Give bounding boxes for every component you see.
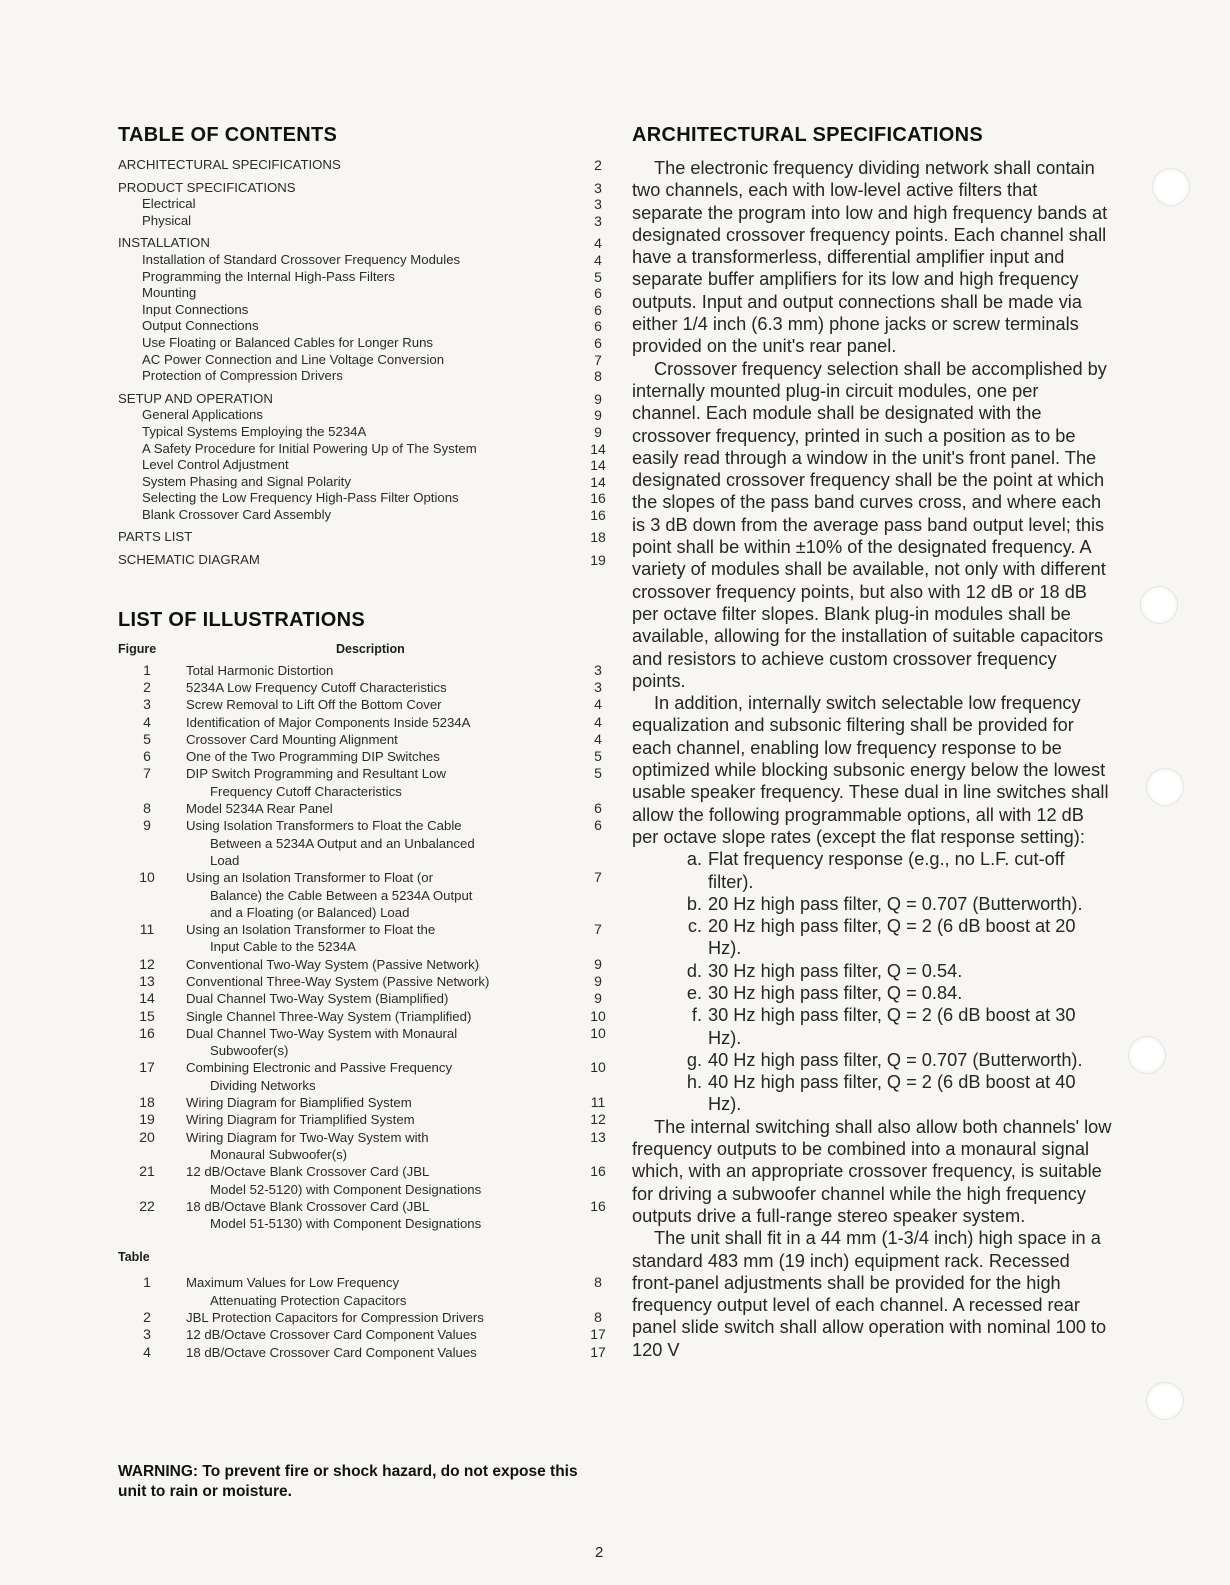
illustration-row: [118, 921, 608, 956]
figure-header: Figure: [118, 641, 157, 656]
toc-entry-page: 6: [594, 285, 602, 302]
option-text: 20 Hz high pass filter, Q = 0.707 (Butterworth).: [708, 893, 1083, 914]
toc-entry: [118, 441, 608, 458]
paragraph: In addition, internally switch selectable low frequency equalization and subsonic filtering shall be provided for each channel, enabling low frequency response to be optimized while blocking subsonic energy below the lowest usable speaker frequency. These dual in line switches shall allow the following programmable options, all with 12 dB per octave slope rates (except the flat response setting):: [632, 693, 1109, 847]
toc-entry: [118, 552, 608, 569]
item-description-continued: Balance) the Cable Between a 5234A Output and a Floating (or Balanced) Load: [210, 887, 473, 920]
item-description: [176, 869, 588, 921]
illustration-row: [118, 990, 608, 1007]
item-description: [176, 731, 588, 748]
item-page: 8: [594, 1309, 602, 1326]
item-page: 3: [594, 678, 602, 695]
toc-entry-page: 6: [594, 334, 602, 351]
item-description-continued: Attenuating Protection Capacitors: [210, 1292, 407, 1308]
toc-entry: [118, 235, 608, 252]
item-description: [176, 1163, 588, 1198]
item-page: 9: [594, 973, 602, 989]
item-number: 3: [143, 1326, 151, 1343]
page-number: 2: [595, 1544, 604, 1561]
item-page: 16: [590, 1197, 606, 1214]
binder-hole: [1146, 768, 1184, 806]
toc-entry: [118, 335, 608, 352]
toc-entry-page: 9: [594, 390, 602, 407]
illustration-row: [118, 765, 608, 800]
toc-entry: [118, 302, 608, 319]
item-description-continued: Input Cable to the 5234A: [210, 939, 356, 955]
paragraph: Crossover frequency selection shall be accomplished by internally mounted plug-in circuit modules, one per channel. Each module shall be designated with the crossover frequency, printed in such a position as to be easily read through a window in the unit's front panel. The designated crossover frequency shall be the point at which the slopes of the pass band curves cross, and where each is 3 dB down from the average pass band output level; this point shall be within ±10% of the designated frequency. A variety of modules shall be available, not only with different crossover frequency points, but also with 12 dB or 18 dB per octave filter slopes. Blank plug-in modules shall be available, allowing for the installation of suitable capacitors and resistors to achieve custom crossover frequency points.: [632, 358, 1107, 691]
illustration-row: [118, 1129, 608, 1164]
item-number: 15: [139, 1007, 155, 1024]
item-page: 6: [594, 817, 602, 834]
toc-title: TABLE OF CONTENTS: [118, 124, 338, 146]
item-description-line: Model 5234A Rear Panel: [186, 801, 333, 817]
item-page: 11: [590, 1094, 606, 1111]
toc-entry-page: 9: [594, 407, 602, 424]
toc-entry-page: 16: [590, 506, 606, 523]
item-description-line: Dual Channel Two-Way System (Biamplified): [186, 991, 449, 1007]
option-text: 30 Hz high pass filter, Q = 2 (6 dB boost at 30 Hz).: [708, 1005, 1076, 1048]
toc-entry-title: ARCHITECTURAL SPECIFICATIONS: [118, 157, 341, 172]
paragraph: The electronic frequency dividing network shall contain two channels, each with low-level active filters that separate the program into low and high frequency bands at designated crossover frequency points. Each channel shall have a transformerless, differential amplifier input and separate buffer amplifiers for its low and high frequency outputs. Input and output connections shall be made via either 1/4 inch (6.3 mm) phone jacks or screw terminals provided on the unit's rear panel.: [632, 158, 1108, 357]
toc-entry-title: Use Floating or Balanced Cables for Longer Runs: [142, 334, 434, 350]
item-description: [176, 1025, 588, 1060]
toc-entry: [118, 457, 608, 474]
table-header: Table: [118, 1250, 150, 1265]
item-number: 12: [139, 955, 155, 972]
item-number: 20: [139, 1128, 155, 1145]
toc-entry-page: 5: [594, 268, 602, 285]
toc-entry-title: Input Connections: [142, 301, 249, 317]
toc-entry-page: 6: [594, 318, 602, 335]
toc-entry-title: System Phasing and Signal Polarity: [142, 473, 351, 489]
item-description: [176, 765, 588, 800]
toc-entry-page: 16: [590, 490, 606, 507]
item-description-line: JBL Protection Capacitors for Compression Drivers: [186, 1310, 484, 1326]
illustration-row: [118, 1344, 608, 1361]
toc-entry-title: General Applications: [142, 407, 263, 423]
toc-entry-title: Installation of Standard Crossover Frequency Modules: [142, 251, 461, 267]
item-description-line: Single Channel Three-Way System (Triamplified): [186, 1008, 472, 1024]
item-description-line: Dual Channel Two-Way System with Monaural: [186, 1025, 458, 1041]
item-description: [176, 1326, 588, 1343]
item-description-continued: Monaural Subwoofer(s): [210, 1146, 348, 1162]
toc-entry: [118, 474, 608, 491]
option-text: 40 Hz high pass filter, Q = 2 (6 dB boost at 40 Hz).: [708, 1072, 1076, 1115]
filter-option: [632, 1004, 1112, 1049]
toc-entry-page: 2: [594, 157, 602, 173]
toc-entry-page: 8: [594, 368, 602, 385]
item-description-line: Using an Isolation Transformer to Float the: [186, 922, 436, 938]
illustration-row: [118, 1094, 608, 1111]
item-page: 4: [594, 730, 602, 747]
toc-entry-title: Programming the Internal High-Pass Filters: [142, 268, 395, 284]
toc-entry: [118, 318, 608, 335]
filter-option: [632, 915, 1112, 960]
item-description: [176, 748, 588, 765]
item-page: 7: [594, 921, 602, 938]
item-number: 7: [143, 765, 151, 782]
item-description-line: Wiring Diagram for Two-Way System with: [186, 1129, 429, 1145]
toc-entry: [118, 529, 608, 546]
item-description-line: Screw Removal to Lift Off the Bottom Cover: [186, 697, 442, 713]
illustration-row: [118, 731, 608, 748]
item-number: 5: [143, 730, 151, 747]
item-description: [176, 1129, 588, 1164]
item-description: [176, 1094, 588, 1111]
item-number: 10: [139, 869, 155, 886]
toc-entry-page: 3: [594, 196, 602, 213]
illustration-row: [118, 1111, 608, 1128]
toc-entry-title: Typical Systems Employing the 5234A: [142, 423, 367, 439]
item-page: 5: [594, 765, 602, 782]
toc-entry-title: Electrical: [142, 196, 196, 212]
filter-option: [632, 1071, 1112, 1116]
item-number: 2: [143, 1309, 151, 1326]
item-number: 8: [143, 800, 151, 817]
toc-entry-title: SCHEMATIC DIAGRAM: [118, 552, 260, 568]
illustration-row: [118, 817, 608, 869]
option-text: 40 Hz high pass filter, Q = 0.707 (Butterworth).: [708, 1049, 1083, 1070]
item-description: [176, 1198, 588, 1233]
toc-entry-page: 3: [594, 212, 602, 229]
item-page: 17: [590, 1343, 606, 1360]
illustration-row: [118, 1163, 608, 1198]
toc-entry-page: 19: [590, 552, 606, 569]
item-description-line: Conventional Two-Way System (Passive Network): [186, 956, 480, 972]
toc-entry: [118, 352, 608, 369]
paragraph: The internal switching shall also allow both channels' low frequency outputs to be combined into a monaural signal which, with an appropriate crossover frequency, is suitable for driving a subwoofer channel while the high frequency outputs drive a full-range stereo speaker system.: [632, 1116, 1112, 1226]
toc-entry-page: 14: [590, 457, 606, 474]
item-number: 1: [143, 1274, 151, 1291]
figure-list: [118, 662, 608, 1233]
item-number: 4: [143, 713, 151, 730]
list-of-illustrations: [118, 609, 608, 1361]
toc-entry-title: SETUP AND OPERATION: [118, 390, 273, 406]
item-description: [176, 817, 588, 869]
toc-entry-title: Blank Crossover Card Assembly: [142, 506, 332, 522]
item-description: [176, 973, 588, 990]
item-number: 4: [143, 1343, 151, 1360]
illustration-row: [118, 1274, 608, 1309]
illustration-row: [118, 1326, 608, 1343]
item-description-line: Using Isolation Transformers to Float the Cable: [186, 818, 462, 834]
toc-entry-title: INSTALLATION: [118, 235, 210, 251]
item-description: [176, 1059, 588, 1094]
figure-column-headers: [118, 642, 608, 656]
filter-option: [632, 1049, 1112, 1071]
item-number: 13: [139, 973, 155, 989]
toc-entry: [118, 368, 608, 385]
toc-entry: [118, 424, 608, 441]
item-description-continued: Model 51-5130) with Component Designations: [210, 1216, 482, 1232]
toc-entry-page: 18: [590, 529, 606, 546]
item-description-line: Combining Electronic and Passive Frequency: [186, 1060, 453, 1076]
illustration-row: [118, 1198, 608, 1233]
item-description-line: Crossover Card Mounting Alignment: [186, 731, 398, 747]
item-description-line: 12 dB/Octave Blank Crossover Card (JBL: [186, 1164, 430, 1180]
item-number: 16: [139, 1024, 155, 1041]
illustration-row: [118, 1059, 608, 1094]
item-number: 3: [143, 696, 151, 713]
toc-entry: [118, 157, 608, 174]
option-letter: f.: [691, 1005, 702, 1026]
illustration-row: [118, 973, 608, 990]
option-text: 30 Hz high pass filter, Q = 0.54.: [708, 960, 963, 981]
option-letter: c.: [687, 916, 702, 937]
item-page: 6: [594, 800, 602, 817]
toc-list: [118, 157, 608, 569]
item-description-continued: Model 52-5120) with Component Designations: [210, 1181, 482, 1197]
illustration-row: [118, 869, 608, 921]
illustrations-title: LIST OF ILLUSTRATIONS: [118, 608, 366, 631]
item-number: 17: [139, 1059, 155, 1076]
toc-entry: [118, 213, 608, 230]
toc-entry-title: A Safety Procedure for Initial Powering Up of The System: [142, 440, 477, 456]
item-number: 9: [143, 817, 151, 834]
toc-entry-title: Protection of Compression Drivers: [142, 368, 343, 384]
toc-entry: [118, 269, 608, 286]
item-page: 4: [594, 713, 602, 730]
toc-entry-title: PRODUCT SPECIFICATIONS: [118, 179, 296, 195]
binder-hole: [1128, 1036, 1166, 1074]
left-column: [118, 124, 608, 1361]
toc-entry: [118, 490, 608, 507]
table-list: [118, 1274, 608, 1360]
description-header: Description: [336, 641, 405, 656]
item-page: 8: [594, 1274, 602, 1291]
item-description-line: Identification of Major Components Inside 5234A: [186, 714, 471, 730]
item-description-continued: Subwoofer(s): [210, 1043, 289, 1059]
item-description-line: 5234A Low Frequency Cutoff Characteristics: [186, 679, 447, 695]
option-letter: b.: [686, 893, 702, 914]
filter-option: [632, 848, 1112, 893]
toc-entry: [118, 196, 608, 213]
item-description-line: Maximum Values for Low Frequency: [186, 1275, 400, 1291]
item-page: 13: [590, 1128, 606, 1145]
architectural-title: ARCHITECTURAL SPECIFICATIONS: [632, 124, 983, 146]
item-page: 4: [594, 696, 602, 713]
item-number: 18: [139, 1094, 155, 1111]
item-number: 21: [139, 1163, 155, 1180]
toc-entry-page: 4: [594, 251, 602, 268]
item-description: [176, 696, 588, 713]
item-description: [176, 1008, 588, 1025]
item-number: 6: [143, 748, 151, 765]
item-description-line: Conventional Three-Way System (Passive Network): [186, 974, 490, 989]
toc-entry-page: 4: [594, 235, 602, 252]
illustration-row: [118, 714, 608, 731]
item-description-continued: Between a 5234A Output and an Unbalanced Load: [210, 835, 475, 868]
toc-entry-page: 3: [594, 179, 602, 196]
item-description-line: Using an Isolation Transformer to Float (or: [186, 870, 434, 886]
option-letter: h.: [686, 1072, 702, 1093]
paragraph: The unit shall fit in a 44 mm (1-3/4 inch) high space in a standard 483 mm (19 inch) equipment rack. Recessed front-panel adjustments shall be provided for the high frequency output level of each channel. A recessed rear panel slide switch shall allow operation with nominal 100 to 120 V: [632, 1228, 1107, 1360]
illustration-row: [118, 800, 608, 817]
illustration-row: [118, 1008, 608, 1025]
toc-entry-title: AC Power Connection and Line Voltage Conversion: [142, 351, 445, 367]
item-page: 10: [590, 1024, 606, 1041]
option-letter: a.: [686, 849, 702, 870]
item-page: 5: [594, 748, 602, 765]
item-description-line: 18 dB/Octave Crossover Card Component Values: [186, 1344, 477, 1360]
warning-notice: WARNING: To prevent fire or shock hazard, do not expose this unit to rain or moisture.: [118, 1463, 578, 1500]
filter-option: [632, 960, 1112, 982]
item-description: [176, 1309, 588, 1326]
toc-entry-page: 14: [590, 440, 606, 457]
item-description: [176, 990, 588, 1007]
item-page: 9: [594, 990, 602, 1007]
illustration-row: [118, 662, 608, 679]
item-description-line: DIP Switch Programming and Resultant Low: [186, 766, 446, 782]
toc-entry: [118, 507, 608, 524]
item-description: [176, 714, 588, 731]
illustration-row: [118, 696, 608, 713]
toc-entry-title: Level Control Adjustment: [142, 457, 289, 473]
item-page: 9: [594, 955, 602, 972]
item-description: [176, 662, 588, 679]
toc-entry: [118, 407, 608, 424]
option-letter: e.: [686, 982, 702, 1003]
item-page: 3: [594, 661, 602, 678]
item-number: 11: [139, 921, 155, 938]
architectural-body: [632, 157, 1112, 1361]
right-column: [632, 124, 1112, 1361]
item-description-line: Wiring Diagram for Triamplified System: [186, 1112, 415, 1128]
option-text: 30 Hz high pass filter, Q = 0.84.: [708, 982, 963, 1003]
toc-entry: [118, 391, 608, 408]
option-text: 20 Hz high pass filter, Q = 2 (6 dB boost at 20 Hz).: [708, 916, 1076, 959]
option-letter: g.: [686, 1049, 702, 1070]
item-description-line: Total Harmonic Distortion: [186, 662, 334, 678]
toc-entry-page: 6: [594, 301, 602, 318]
toc-entry-title: Mounting: [142, 285, 197, 301]
binder-hole: [1140, 586, 1178, 624]
item-description: [176, 1274, 588, 1309]
item-description-line: 18 dB/Octave Blank Crossover Card (JBL: [186, 1198, 430, 1214]
toc-entry-page: 7: [594, 351, 602, 368]
item-description-line: 12 dB/Octave Crossover Card Component Values: [186, 1327, 477, 1343]
item-description: [176, 800, 588, 817]
filter-options-list: [632, 848, 1112, 1116]
illustration-row: [118, 679, 608, 696]
item-description: [176, 921, 588, 956]
option-letter: d.: [686, 960, 702, 981]
binder-hole: [1146, 1382, 1184, 1420]
item-description: [176, 1111, 588, 1128]
item-description-continued: Dividing Networks: [210, 1077, 316, 1093]
item-page: 16: [590, 1163, 606, 1180]
toc-entry: [118, 252, 608, 269]
toc-entry-title: Output Connections: [142, 318, 259, 334]
illustration-row: [118, 1309, 608, 1326]
item-number: 22: [139, 1197, 155, 1214]
item-number: 19: [139, 1111, 155, 1128]
toc-entry-title: PARTS LIST: [118, 529, 193, 545]
item-page: 17: [590, 1326, 606, 1343]
item-page: 10: [590, 1059, 606, 1076]
option-text: Flat frequency response (e.g., no L.F. cut-off filter).: [708, 849, 1065, 892]
toc-entry: [118, 285, 608, 302]
item-description-continued: Frequency Cutoff Characteristics: [210, 783, 402, 799]
item-description-line: One of the Two Programming DIP Switches: [186, 749, 440, 765]
filter-option: [632, 982, 1112, 1004]
item-page: 7: [594, 869, 602, 886]
toc-entry-title: Physical: [142, 212, 192, 228]
item-number: 1: [143, 661, 151, 678]
item-page: 12: [590, 1111, 606, 1128]
illustration-row: [118, 748, 608, 765]
item-number: 14: [139, 990, 155, 1007]
item-description: [176, 679, 588, 696]
item-page: 10: [590, 1007, 606, 1024]
item-number: 2: [143, 678, 151, 695]
filter-option: [632, 893, 1112, 915]
toc-entry-title: Selecting the Low Frequency High-Pass Filter Options: [142, 490, 459, 506]
item-description-line: Wiring Diagram for Biamplified System: [186, 1095, 412, 1111]
illustration-row: [118, 956, 608, 973]
binder-hole: [1152, 168, 1190, 206]
toc-entry-page: 14: [590, 473, 606, 490]
illustration-row: [118, 1025, 608, 1060]
toc-entry: [118, 180, 608, 197]
item-description: [176, 1344, 588, 1361]
toc-entry-page: 9: [594, 423, 602, 440]
item-description: [176, 956, 588, 973]
